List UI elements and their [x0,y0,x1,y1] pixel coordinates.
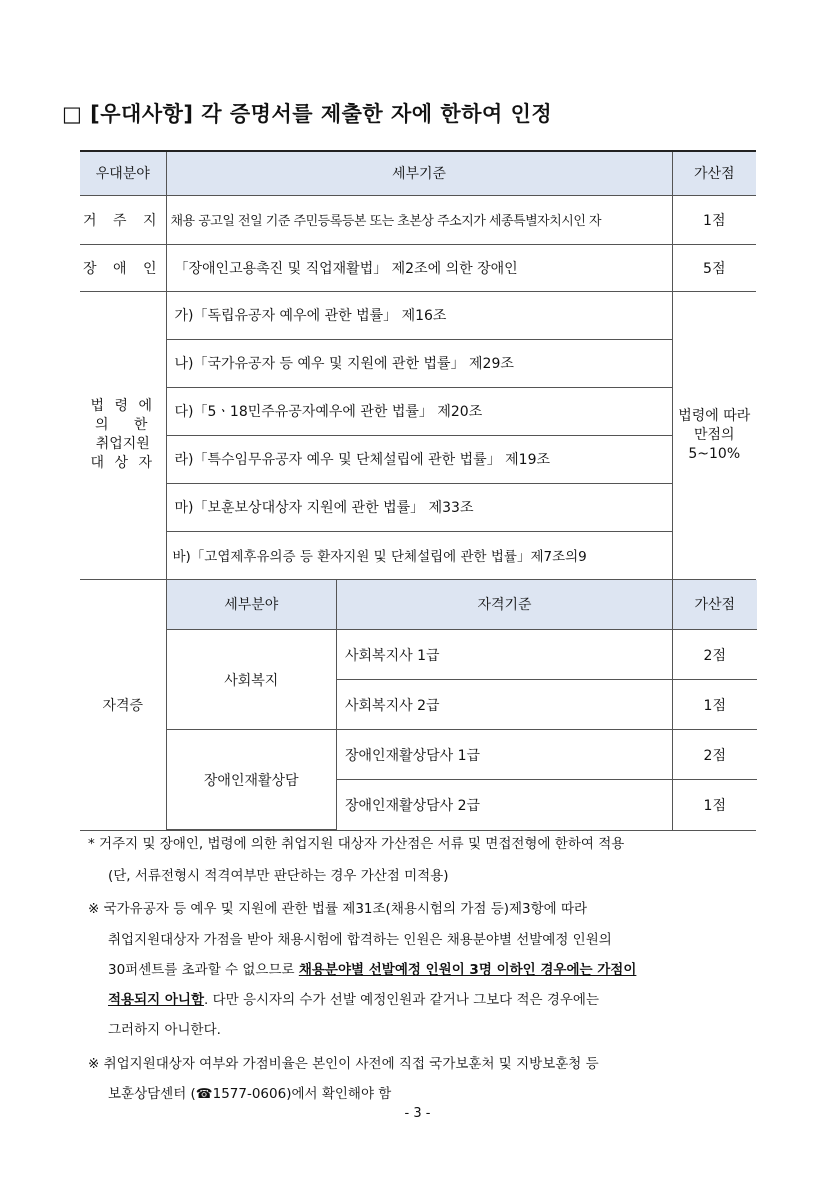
residence-criteria: 채용 공고일 전일 기준 주민등록등본 또는 초본상 주소지가 세종특별자치시인 자 [166,195,672,244]
employment-support-field-line: 대 상 자 [90,455,155,471]
disability-points: 5점 [672,244,756,291]
certificate-criteria: 사회복지사 1급 [337,630,673,680]
table-row [167,730,757,780]
header-points: 가산점 [672,151,756,195]
table-row [80,244,756,291]
note-text: (단, 서류전형시 적격여부만 판단하는 경우 가산점 미적용) [108,868,449,884]
certificate-subtable-cell [166,579,756,831]
law-item: 다)「5ㆍ18민주유공자예우에 관한 법률」 제20조 [166,387,672,435]
note-text: 그러하지 아니한다. [108,1022,221,1038]
note-text: 보훈상담센터 (☎1577-0606)에서 확인해야 함 [108,1086,392,1102]
disability-criteria: 「장애인고용촉진 및 직업재활법」 제2조에 의한 장애인 [166,244,672,291]
law-item: 라)「특수임무유공자 예우 및 단체설립에 관한 법률」 제19조 [166,435,672,483]
residence-field: 거 주 지 [80,195,166,244]
table-row [80,531,756,579]
law-item: 마)「보훈보상대상자 지원에 관한 법률」 제33조 [166,483,672,531]
subheader-criteria: 자격기준 [337,580,673,630]
note-text-part: 30퍼센트를 초과할 수 없으므로 [108,962,299,978]
table-row [80,291,756,339]
law-item: 가)「독립유공자 예우에 관한 법률」 제16조 [166,291,672,339]
note-text: 취업지원대상자 가점을 받아 채용시험에 합격하는 인원은 채용분야별 선발예정 인원의 [108,932,612,948]
certificate-group-name: 장애인재활상담 [167,730,337,830]
employment-support-field [80,291,166,579]
certificate-field: 자격증 [80,579,166,831]
preference-table [80,150,756,831]
certificate-criteria: 사회복지사 2급 [337,680,673,730]
subtable-header-row [167,580,757,630]
law-item: 바)「고엽제후유의증 등 환자지원 및 단체설립에 관한 법률」제7조의9 [166,531,672,579]
header-field: 우대분야 [80,151,166,195]
table-row [80,195,756,244]
note-text [108,988,599,1008]
table-row [80,435,756,483]
certificate-points: 1점 [673,680,757,730]
note-text: ※ 취업지원대상자 여부와 가점비율은 본인이 사전에 직접 국가보훈처 및 지방보훈청 등 [88,1056,599,1072]
disability-field: 장 애 인 [80,244,166,291]
certificate-points: 2점 [673,630,757,680]
law-item: 나)「국가유공자 등 예우 및 지원에 관한 법률」 제29조 [166,339,672,387]
table-row [80,483,756,531]
table-row [80,339,756,387]
residence-points: 1점 [672,195,756,244]
certificate-points: 1점 [673,780,757,830]
certificate-criteria: 장애인재활상담사 1급 [337,730,673,780]
note-text [108,958,636,978]
table-row [167,630,757,680]
table-row [80,579,756,831]
header-criteria: 세부기준 [166,151,672,195]
note-text-part: . 다만 응시자의 수가 선발 예정인원과 같거나 그보다 적은 경우에는 [204,992,600,1008]
employment-support-field-line: 취업지원 [95,436,150,452]
employment-support-points-line: 만점의 [693,426,735,443]
employment-support-points [672,291,756,579]
certificate-group-name: 사회복지 [167,630,337,730]
table-header-row [80,151,756,195]
note-emphasis: 적용되지 아니함 [108,992,204,1008]
page-title: □ [우대사항] 각 증명서를 제출한 자에 한하여 인정 [62,102,553,126]
certificate-criteria: 장애인재활상담사 2급 [337,780,673,830]
subheader-points: 가산점 [673,580,757,630]
employment-support-points-line: 법령에 따라 [678,407,751,424]
employment-support-field-line: 법 령 에 [90,398,155,414]
note-text: ※ 국가유공자 등 예우 및 지원에 관한 법률 제31조(채용시험의 가점 등)제3항에 따라 [88,901,588,917]
subheader-subfield: 세부분야 [167,580,337,630]
page-number: - 3 - [404,1106,431,1121]
certificate-subtable [167,580,757,831]
certificate-points: 2점 [673,730,757,780]
employment-support-points-line: 5~10% [688,445,741,462]
employment-support-field-line: 의 한 [95,417,151,433]
note-emphasis: 채용분야별 선발예정 인원이 3명 이하인 경우에는 가점이 [298,962,637,978]
table-row [80,387,756,435]
note-text: * 거주지 및 장애인, 법령에 의한 취업지원 대상자 가산점은 서류 및 면접전형에 한하여 적용 [88,836,625,852]
